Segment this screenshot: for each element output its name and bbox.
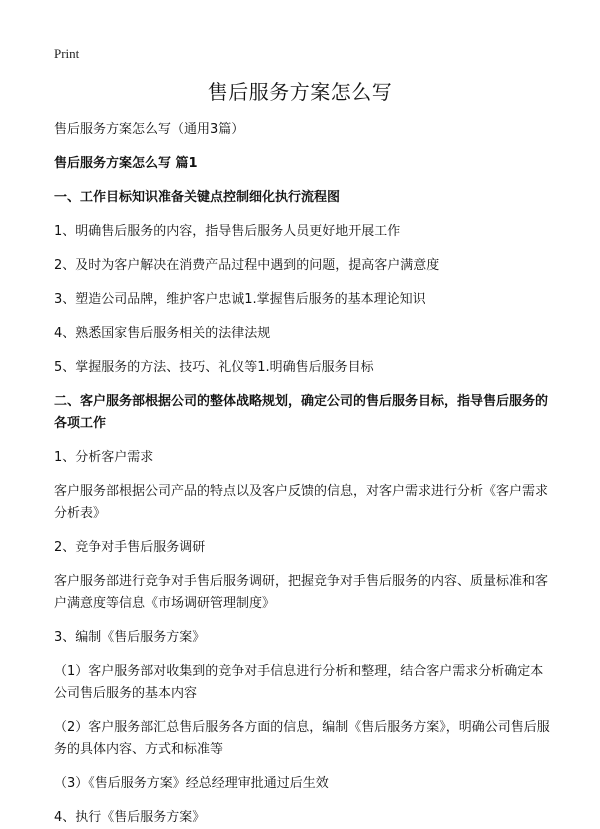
section-heading-1: 一、工作目标知识准备关键点控制细化执行流程图: [54, 190, 341, 205]
paragraph-intro: 售后服务方案怎么写（通用3篇）: [54, 122, 245, 137]
document-title: 售后服务方案怎么写: [207, 80, 393, 104]
subsection-heading-1: 1、分析客户需求: [54, 450, 154, 465]
list-item-3: 3、塑造公司品牌，维护客户忠诚1.掌握售后服务的基本理论知识: [54, 292, 426, 307]
subsection-heading-4: 4、执行《售后服务方案》: [54, 810, 206, 825]
paragraph-step-1: （1）客户服务部对收集到的竞争对手信息进行分析和整理，结合客户需求分析确定本公司售后服务的基本内容: [54, 664, 544, 701]
document-body: [54, 119, 554, 829]
list-item-5: 5、掌握服务的方法、技巧、礼仪等1.明确售后服务目标: [54, 360, 374, 375]
section-heading-2: 二、客户服务部根据公司的整体战略规划，确定公司的售后服务目标，指导售后服务的各项工作: [54, 394, 549, 431]
print-label: Print: [54, 46, 80, 61]
paragraph-customer-needs: 客户服务部根据公司产品的特点以及客户反馈的信息，对客户需求进行分析《客户需求分析表》: [54, 484, 549, 521]
subsection-heading-3: 3、编制《售后服务方案》: [54, 630, 206, 645]
paragraph-competitor-research: 客户服务部进行竞争对手售后服务调研，把握竞争对手售后服务的内容、质量标准和客户满意度等信息《市场调研管理制度》: [54, 574, 549, 611]
paragraph-step-2: （2）客户服务部汇总售后服务各方面的信息，编制《售后服务方案》，明确公司售后服务的具体内容、方式和标准等: [54, 720, 550, 757]
paragraph-step-3: （3）《售后服务方案》经总经理审批通过后生效: [54, 776, 329, 791]
list-item-2: 2、及时为客户解决在消费产品过程中遇到的问题，提高客户满意度: [54, 258, 440, 273]
section-heading-article-1: 售后服务方案怎么写 篇1: [54, 156, 198, 171]
list-item-1: 1、明确售后服务的内容，指导售后服务人员更好地开展工作: [54, 224, 401, 239]
subsection-heading-2: 2、竞争对手售后服务调研: [54, 540, 206, 555]
list-item-4: 4、熟悉国家售后服务相关的法律法规: [54, 326, 271, 341]
